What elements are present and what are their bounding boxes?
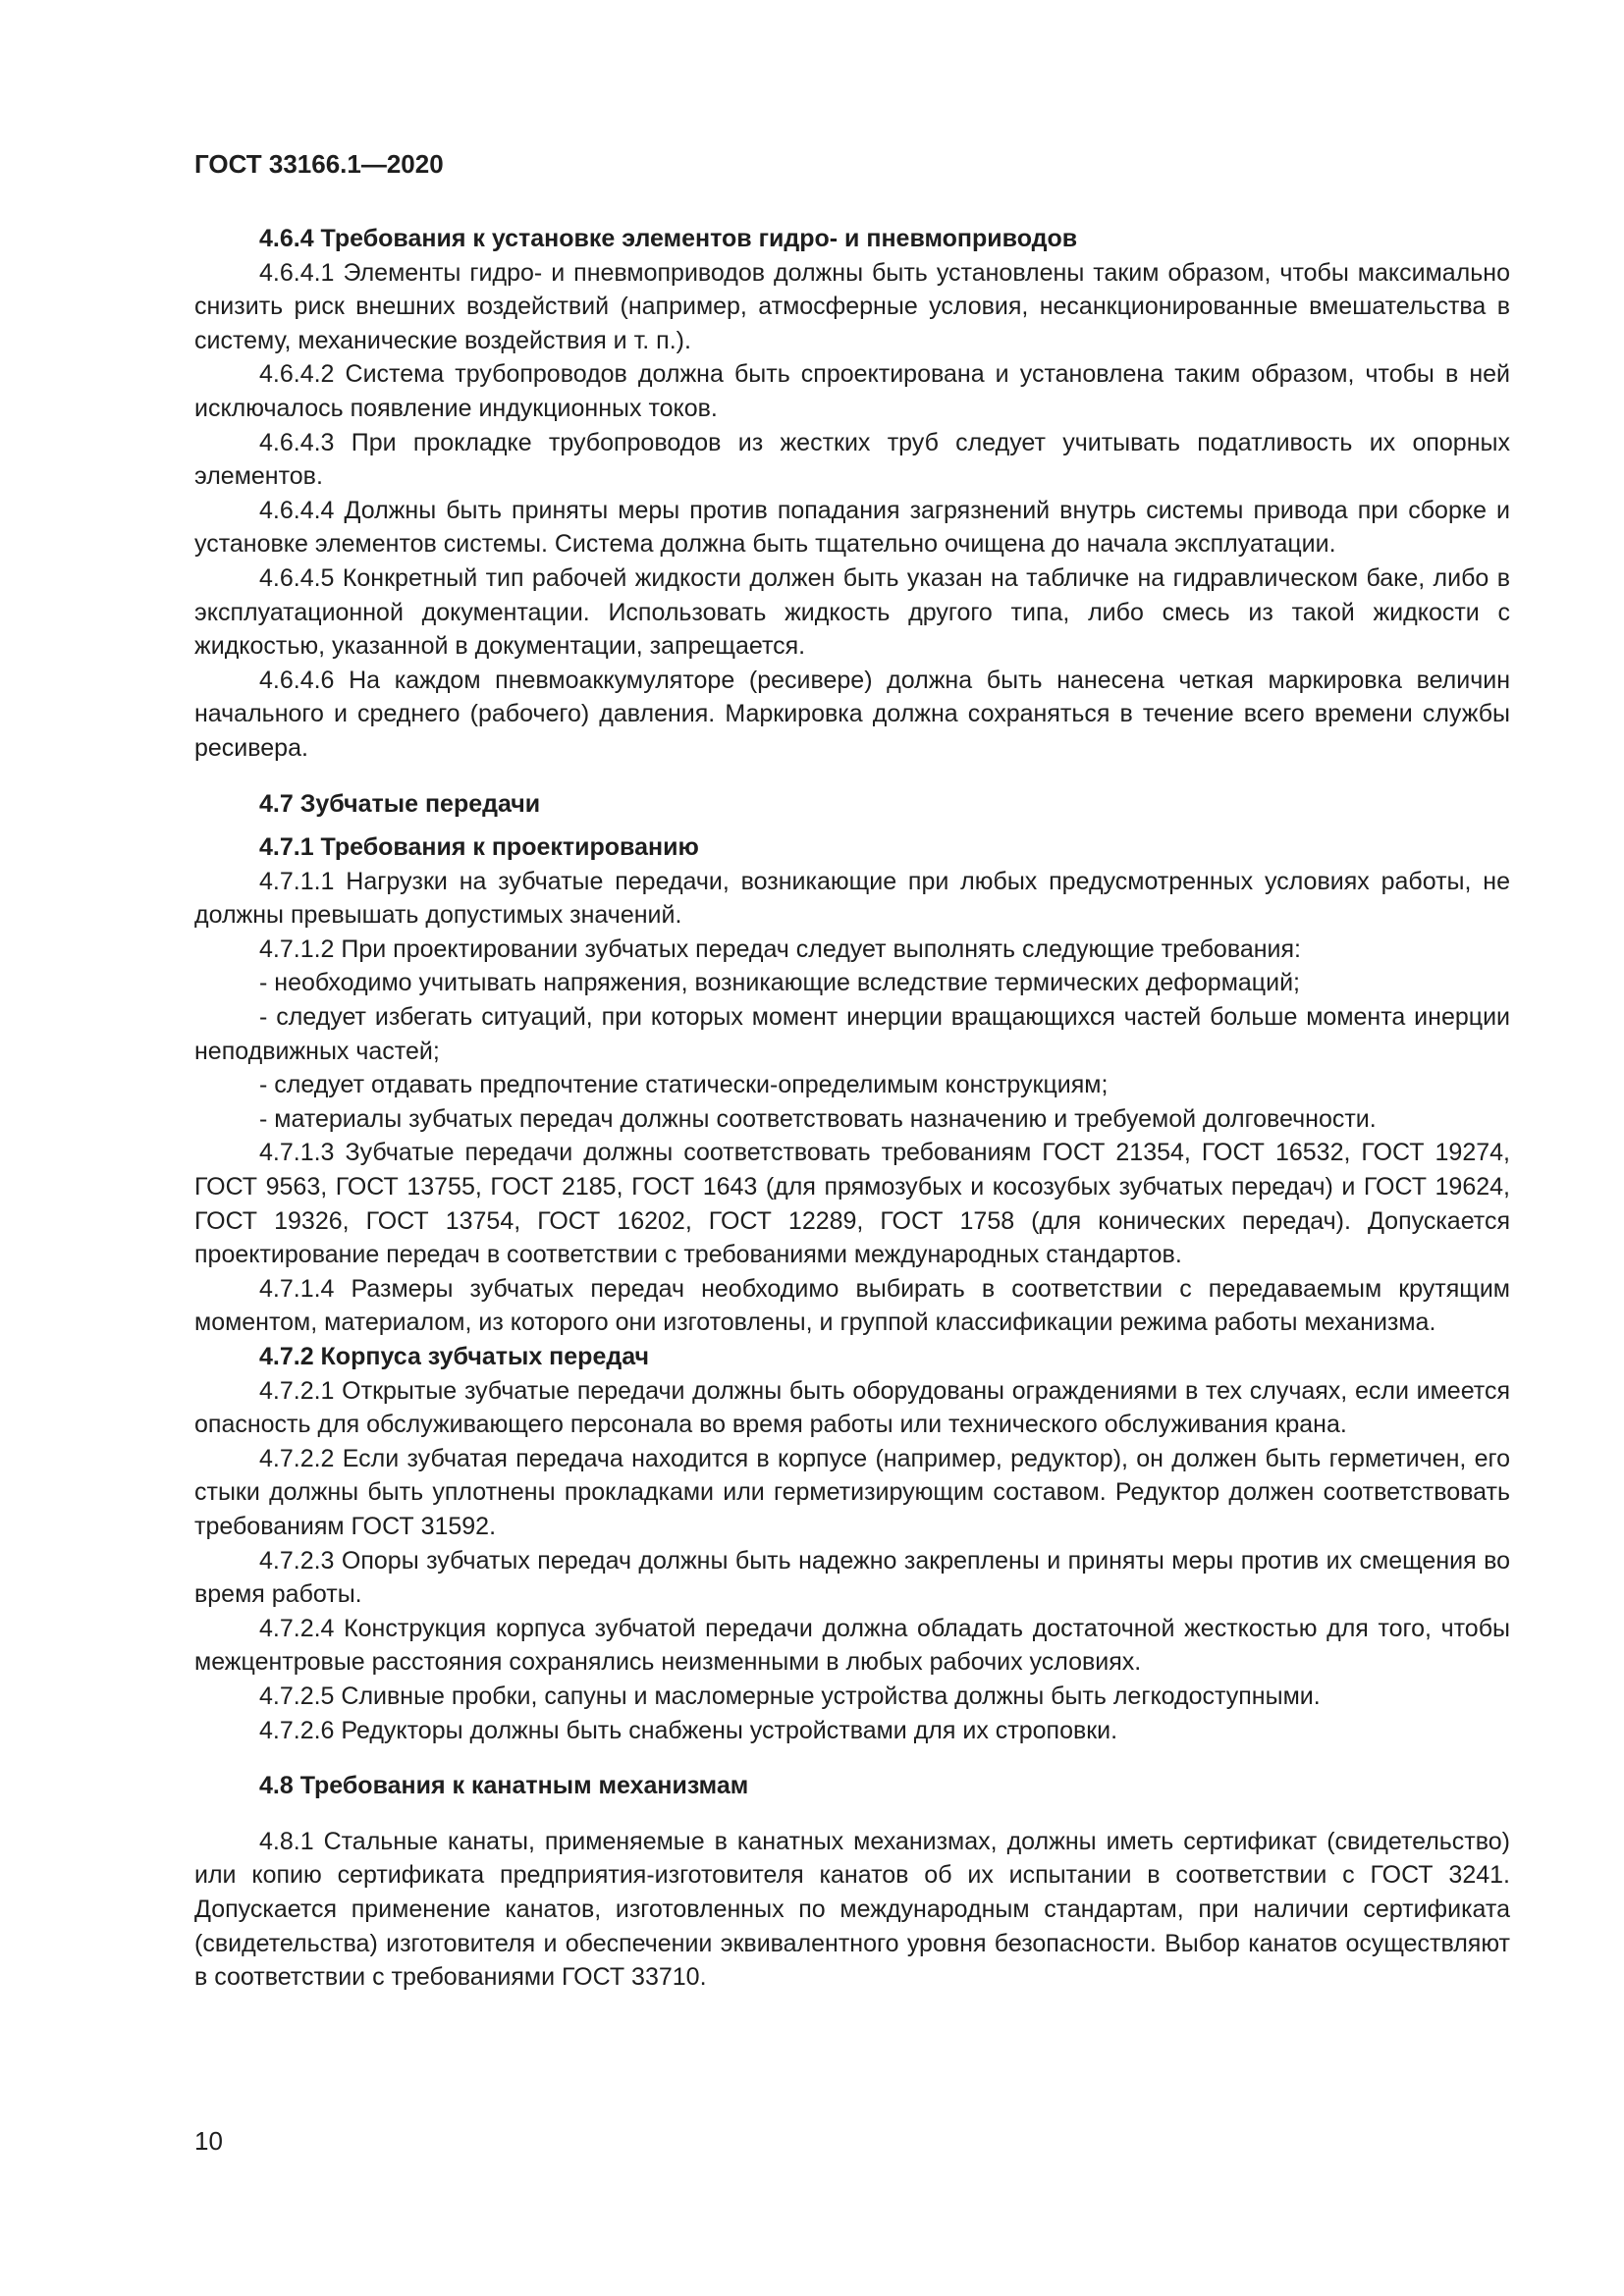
- paragraph: 4.6.4.1 Элементы гидро- и пневмоприводов должны быть установлены таким образом, чтобы максимально снизить риск внешних воздействий (например, атмосферные условия, несанкционированные вмешательства в систему, механические воздействия и т. п.).: [194, 258, 1510, 354]
- section-heading: 4.8 Требования к канатным механизмам: [259, 1772, 749, 1800]
- paragraph: 4.7.1.3 Зубчатые передачи должны соответствовать требованиям ГОСТ 21354, ГОСТ 16532, ГОСТ 19274, ГОСТ 9563, ГОСТ 13755, ГОСТ 2185, ГОСТ 1643 (для прямозубых и косозубых зубчатых передач) и ГОСТ 19624, ГОСТ 19326, ГОСТ 13754, ГОСТ 16202, ГОСТ 12289, ГОСТ 1758 (для конических передач). Допускается проектирование передач в соответствии с требованиями международных стандартов.: [194, 1139, 1510, 1269]
- paragraph: 4.6.4.2 Система трубопроводов должна быть спроектирована и установлена таким образом, чтобы в ней исключалось появление индукционных токов.: [194, 360, 1510, 422]
- paragraph: - следует избегать ситуаций, при которых момент инерции вращающихся частей больше момента инерции неподвижных частей;: [194, 1003, 1510, 1065]
- paragraph: - следует отдавать предпочтение статически-определимым конструкциям;: [259, 1071, 1109, 1099]
- paragraph: 4.6.4.3 При прокладке трубопроводов из жестких труб следует учитывать податливость их опорных элементов.: [194, 428, 1510, 491]
- paragraph: 4.6.4.6 На каждом пневмоаккумуляторе (ресивере) должна быть нанесена четкая маркировка величин начального и среднего (рабочего) давления. Маркировка должна сохраняться в течение всего времени службы ресивера.: [194, 666, 1510, 762]
- paragraph: - материалы зубчатых передач должны соответствовать назначению и требуемой долговечности.: [259, 1104, 1377, 1133]
- paragraph: 4.7.2.6 Редукторы должны быть снабжены устройствами для их строповки.: [259, 1716, 1118, 1744]
- paragraph: 4.6.4.4 Должны быть приняты меры против попадания загрязнений внутрь системы привода при сборке и установке элементов системы. Система должна быть тщательно очищена до начала эксплуатации.: [194, 496, 1510, 559]
- paragraph: 4.7.2.4 Конструкция корпуса зубчатой передачи должна обладать достаточной жесткостью для того, чтобы межцентровые расстояния сохранялись неизменными в любых рабочих условиях.: [194, 1614, 1510, 1677]
- paragraph: 4.7.2.5 Сливные пробки, сапуны и масломерные устройства должны быть легкодоступными.: [259, 1682, 1321, 1710]
- paragraph: 4.7.1.4 Размеры зубчатых передач необходимо выбирать в соответствии с передаваемым крутящим моментом, материалом, из которого они изготовлены, и группой классификации режима работы механизма.: [194, 1274, 1510, 1337]
- paragraph: - необходимо учитывать напряжения, возникающие вследствие термических деформаций;: [259, 969, 1300, 997]
- page-number: 10: [194, 2126, 223, 2156]
- paragraph: 4.7.1.2 При проектировании зубчатых передач следует выполнять следующие требования:: [259, 934, 1301, 963]
- paragraph: 4.8.1 Стальные канаты, применяемые в канатных механизмах, должны иметь сертификат (свидетельство) или копию сертификата предприятия-изготовителя канатов об их испытании в соответствии с ГОСТ 3241. Допускается применение канатов, изготовленных по международным стандартам, при наличии сертификата (свидетельства) изготовителя и обеспечении эквивалентного уровня безопасности. Выбор канатов осуществляют в соответствии с требованиями ГОСТ 33710.: [194, 1827, 1510, 1992]
- paragraph: 4.7.2.3 Опоры зубчатых передач должны быть надежно закреплены и приняты меры против их смещения во время работы.: [194, 1546, 1510, 1609]
- paragraph: 4.7.2.1 Открытые зубчатые передачи должны быть оборудованы ограждениями в тех случаях, если имеется опасность для обслуживающего персонала во время работы или технического обслуживания крана.: [194, 1376, 1510, 1439]
- section-heading: 4.7 Зубчатые передачи: [259, 789, 541, 818]
- paragraph: 4.7.2.2 Если зубчатая передача находится в корпусе (например, редуктор), он должен быть герметичен, его стыки должны быть уплотнены прокладками или герметизирующим составом. Редуктор должен соответствовать требованиям ГОСТ 31592.: [194, 1444, 1510, 1540]
- paragraph: 4.6.4.5 Конкретный тип рабочей жидкости должен быть указан на табличке на гидравлическом баке, либо в эксплуатационной документации. Использовать жидкость другого типа, либо смесь из такой жидкости с жидкостью, указанной в документации, запрещается.: [194, 563, 1510, 661]
- section-heading: 4.7.2 Корпуса зубчатых передач: [259, 1343, 650, 1370]
- section-heading: 4.7.1 Требования к проектированию: [259, 833, 699, 862]
- paragraph: 4.7.1.1 Нагрузки на зубчатые передачи, возникающие при любых предусмотренных условиях работы, не должны превышать допустимых значений.: [194, 867, 1510, 930]
- section-heading: 4.6.4 Требования к установке элементов гидро- и пневмоприводов: [259, 225, 1078, 252]
- document-code-header: ГОСТ 33166.1—2020: [194, 149, 444, 179]
- document-body: [194, 222, 1510, 1995]
